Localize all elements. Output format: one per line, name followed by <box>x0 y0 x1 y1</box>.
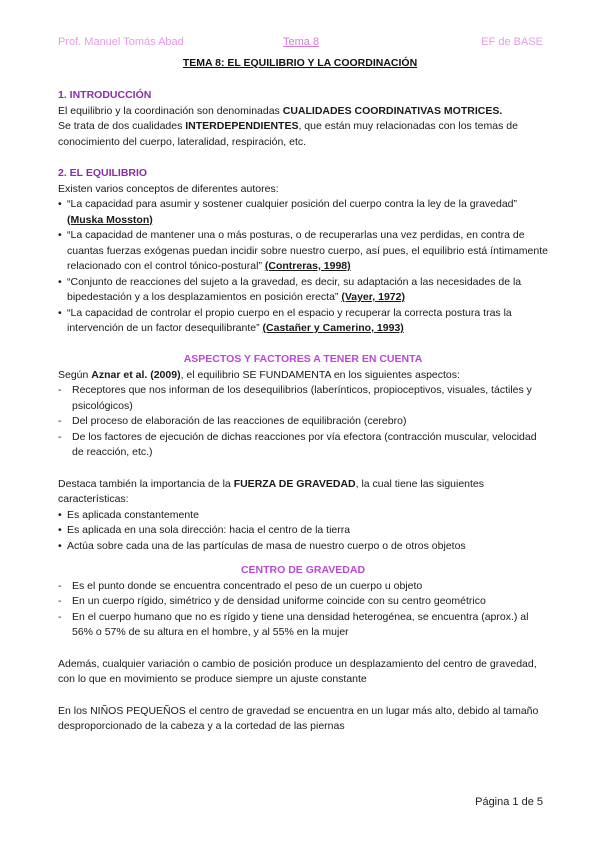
section-heading: 1. INTRODUCCIÓN <box>58 89 152 101</box>
section-heading: 2. EL EQUILIBRIO <box>58 167 148 179</box>
definition-item: • “Conjunto de reacciones del sujeto a la gravedad, es decir, su adaptación a las necesidades de la bipedestación y a los desplazamientos en posición erecta” (Vayer, 1972) <box>58 275 522 303</box>
header-author: Prof. Manuel Tomás Abad <box>58 36 184 48</box>
page-title: TEMA 8: EL EQUILIBRIO Y LA COORDINACIÓN <box>182 57 418 69</box>
list-item: - Es el punto donde se encuentra concentrado el peso de un cuerpo u objeto <box>58 579 423 592</box>
section-centro-gravedad <box>58 563 548 735</box>
list-item: - Receptores que nos informan de los desequilibrios (laberínticos, propioceptivos, visuales, táctiles y psicológicos) <box>58 384 532 412</box>
paragraph: El equilibrio y la coordinación son denominadas CUALIDADES COORDINATIVAS MOTRICES. <box>58 104 503 117</box>
subsection-heading: CENTRO DE GRAVEDAD <box>240 564 366 576</box>
definition-item: • “La capacidad de mantener una o más posturas, o de recuperarlas una vez perdidas, en contra de cuantas fuerzas exógenas puedan incidir sobre nuestro cuerpo, así pues, el equilibrio está íntimamente relacionado con el control tónico-postural” (Contreras, 1998) <box>58 229 548 272</box>
subsection-heading: ASPECTOS Y FACTORES A TENER EN CUENTA <box>183 353 423 365</box>
section-introduccion <box>58 88 548 150</box>
paragraph: En los NIÑOS PEQUEÑOS el centro de gravedad se encuentra en un lugar más alto, debido al tamaño desproporcionado de la cabeza y a la cortedad de las piernas <box>58 704 539 732</box>
paragraph: Destaca también la importancia de la FUERZA DE GRAVEDAD, la cual tiene las siguientes características: <box>58 477 485 505</box>
paragraph: Existen varios conceptos de diferentes autores: <box>58 182 279 195</box>
paragraph: Según Aznar et al. (2009), el equilibrio SE FUNDAMENTA en los siguientes aspectos: <box>58 368 460 381</box>
paragraph: Además, cualquier variación o cambio de posición produce un desplazamiento del centro de gravedad, con lo que en movimiento se produce siempre un ajuste constante <box>58 657 537 685</box>
definition-item: • “La capacidad de controlar el propio cuerpo en el espacio y recuperar la correcta postura tras la intervención de un factor desequilibrante” (Castañer y Camerino, 1993) <box>58 306 512 334</box>
section-aspectos <box>58 352 548 554</box>
list-item: • Es aplicada constantemente <box>58 508 199 521</box>
list-item: - En un cuerpo rígido, simétrico y de densidad uniforme coincide con su centro geométrico <box>58 595 486 607</box>
list-item: • Actúa sobre cada una de las partículas de masa de nuestro cuerpo o de otros objetos <box>58 539 466 552</box>
page-number: Página 1 de 5 <box>475 796 543 808</box>
section-equilibrio <box>58 166 548 337</box>
list-item: • Es aplicada en una sola dirección: hacia el centro de la tierra <box>58 524 351 536</box>
header-topic-link[interactable]: Tema 8 <box>283 36 320 48</box>
list-item: - En el cuerpo humano que no es rígido y tiene una densidad heterogénea, se encuentra (aprox.) al 56% o 57% de su altura en el hombre, y al 55% en la mujer <box>58 610 529 638</box>
paragraph: Se trata de dos cualidades INTERDEPENDIENTES, que están muy relacionadas con los temas de conocimiento del cuerpo, lateralidad, respiración, etc. <box>58 120 518 148</box>
list-item: - De los factores de ejecución de dichas reacciones por vía efectora (contracción muscular, velocidad de reacción, etc.) <box>58 430 537 458</box>
list-item: - Del proceso de elaboración de las reacciones de equilibración (cerebro) <box>58 415 407 427</box>
definition-item: • “La capacidad para asumir y sostener cualquier posición del cuerpo contra la ley de la gravedad” (Muska Mosston) <box>58 198 518 226</box>
header-course: EF de BASE <box>481 36 543 48</box>
